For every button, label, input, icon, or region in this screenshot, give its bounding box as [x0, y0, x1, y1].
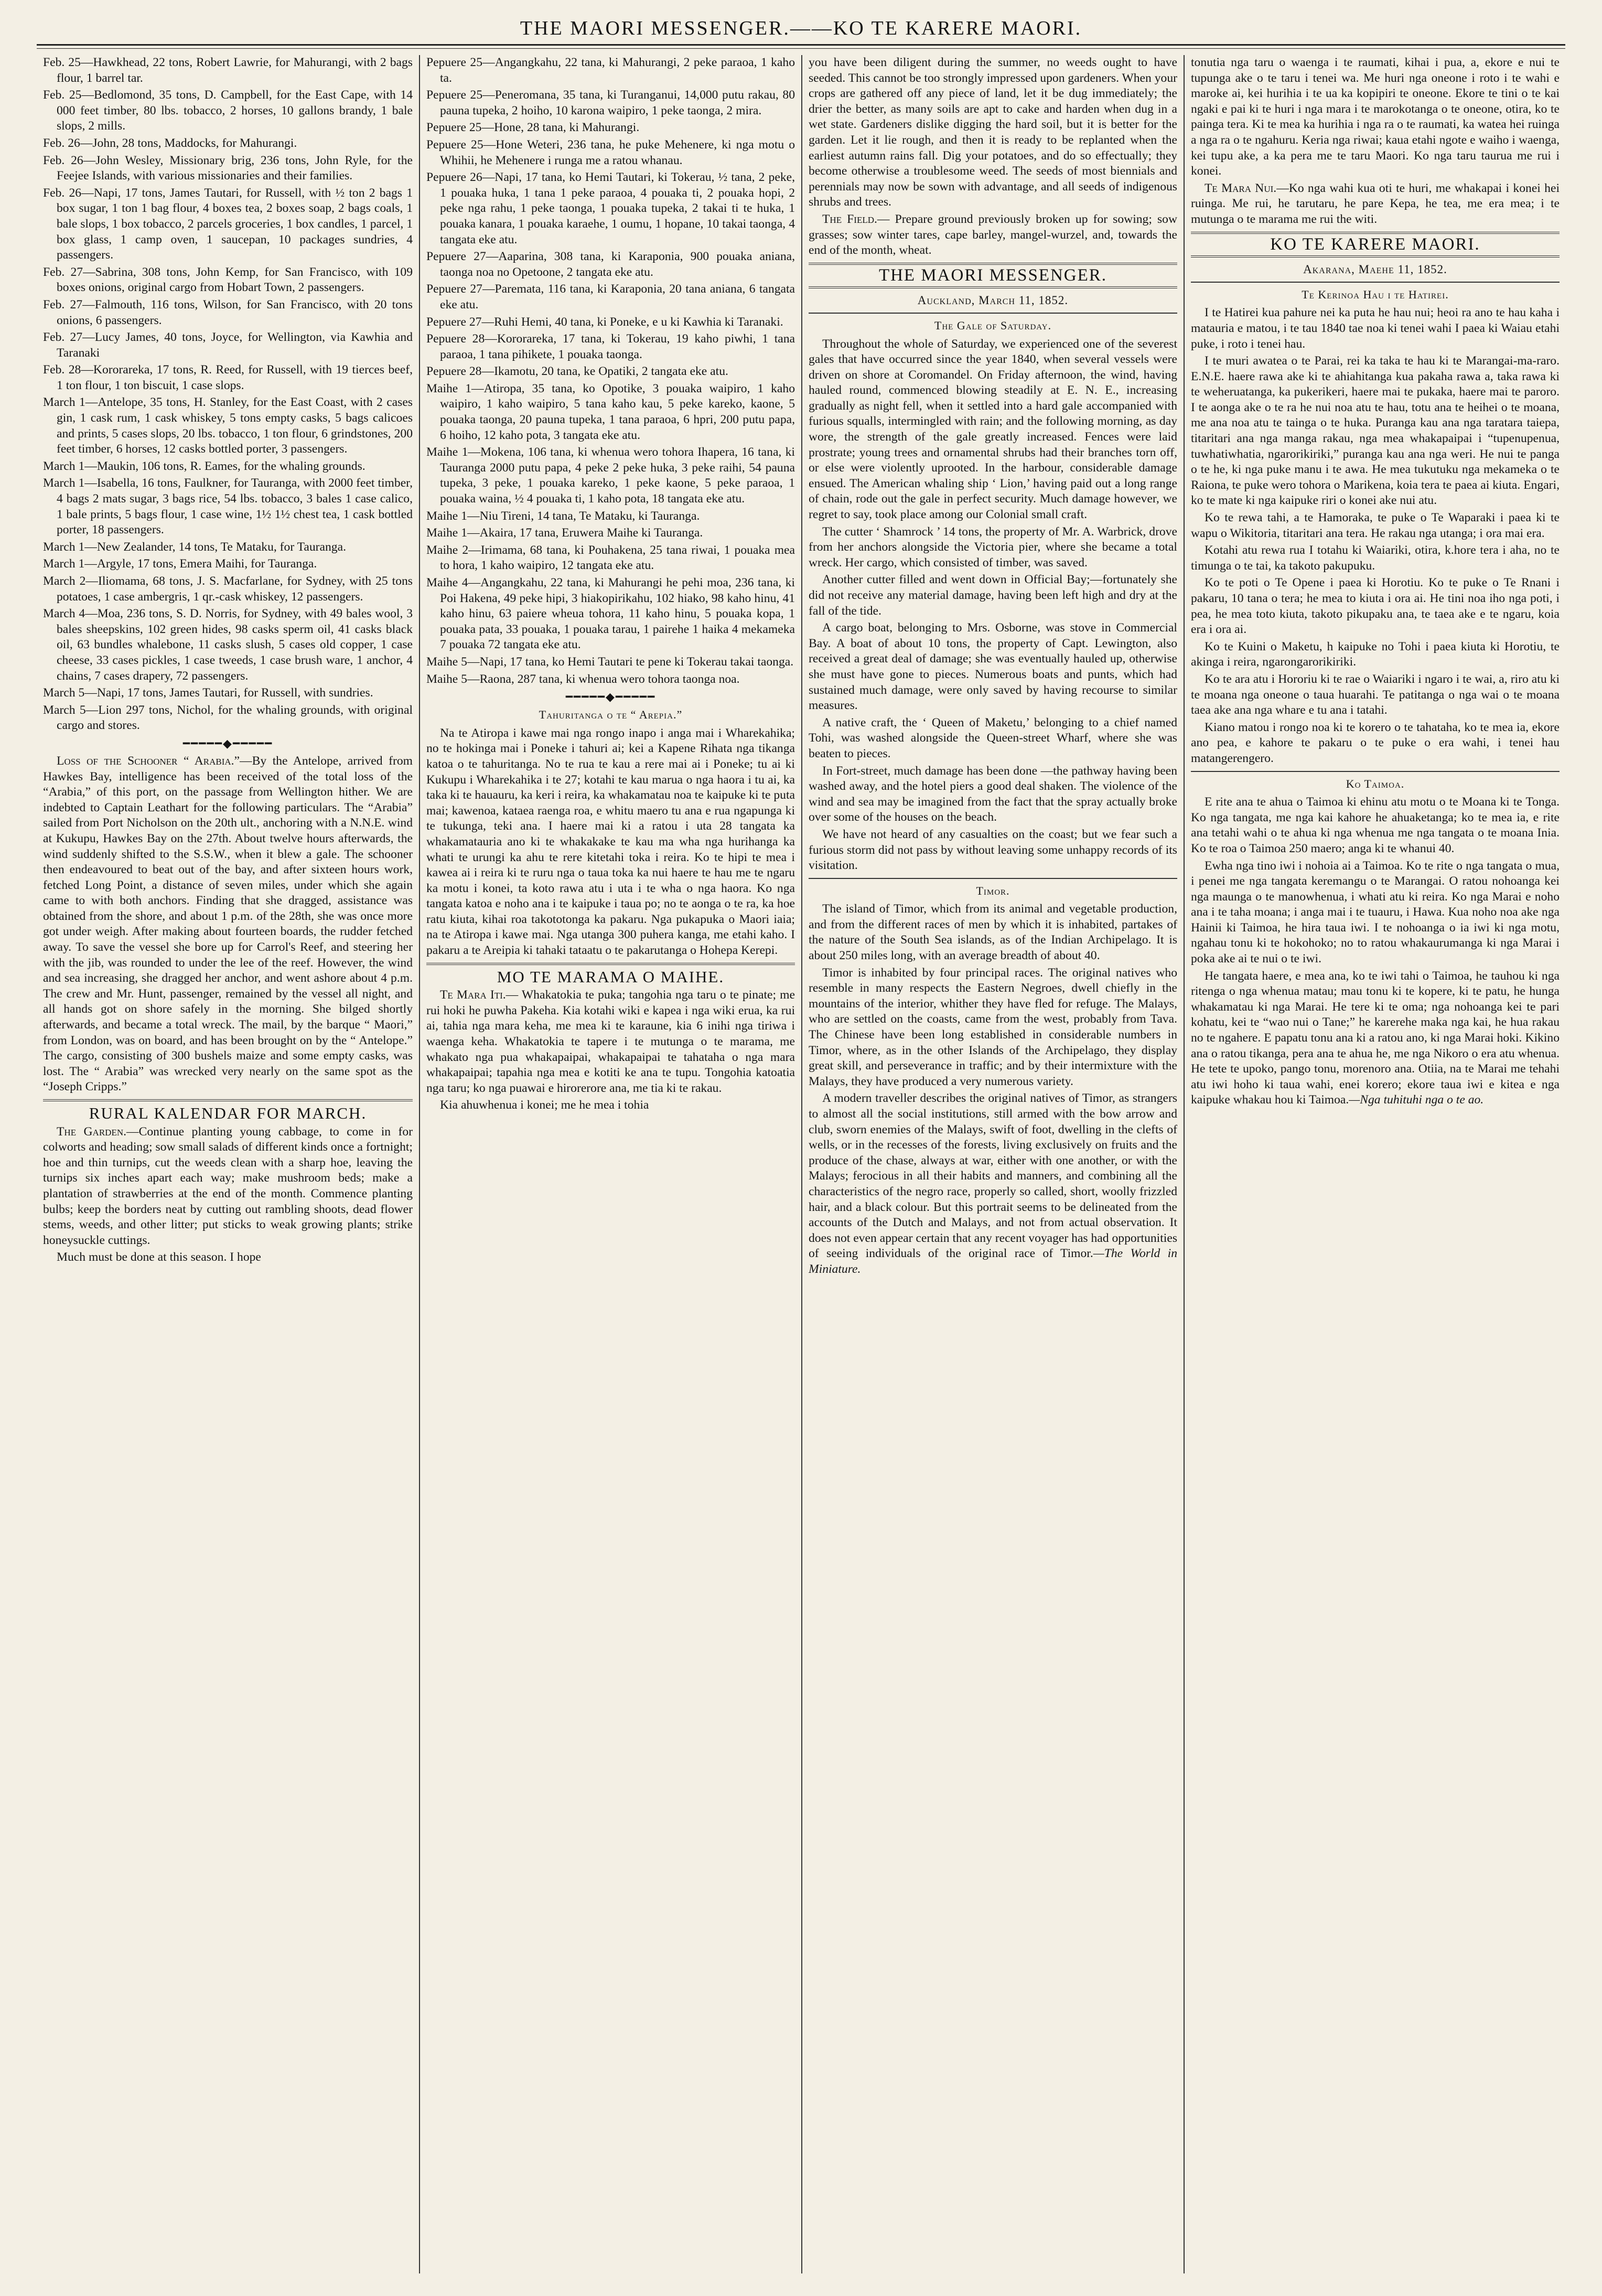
arabia-text: —By the Antelope, arrived from Hawkes Bay, intelligence has been received of the total loss of the “Arabia,” of this port, on the passage from Wellington hither. We are indebted to Captain Leathart for the following particulars. The “Arabia” sailed from Port Nicholson on the 20th ult., anchoring with a N.N.E. wind at Kukupu, Hawkes Bay on the 27th. About twelve hours afterwards, the wind suddenly shifted to the S.S.W., when it blew a gale. The schooner then endeavoured to beat out of the bay, and after sixteen hours work, fetched Long Point, a distance of seven miles, under which she again came to with both anchors. Finding that she dragged, assistance was obtained from the shore, and about 1 p.m. of the 28th, she was once more got under weigh. After making about fourteen boards, the rudder fetched away. To save the vessel she bore up for Carrol's Reef, and steering her with the jib, was rounded to under the lee of the reef. However, the wind and sea increasing, she dragged her anchor, and went ashore about 4 p.m. The crew and Mr. Hunt, passenger, remained by the vessel all night, and all hands got on shore safely in the morning. She bilged shortly afterwards, and became a total wreck. The mail, by the barque “ Maori,” from London, was on board, and has been brought on by the “ Antelope.” The cargo, consisting of 300 bushels maize and some empty casks, was lost. The “ Arabia” was wrecked very nearly on the same spot as the “Joseph Cripps.” — [43, 754, 413, 1094]
rule — [809, 313, 1177, 314]
gale-text-6: In Fort-street, much damage has been done —the pathway having been washed away, and the hotel piers a good deal shaken. The violence of the wind and sea may be imagined from the fact that the spray actually broke over some of the houses on the beach. — [809, 764, 1177, 824]
timor-credit: —The World in Miniature. — [809, 1247, 1178, 1276]
column-2 — [419, 55, 801, 2273]
gale-text-5: A native craft, the ‘ Queen of Maketu,’ belonging to a chief named Tohi, was washed alongside the Queen-street Wharf, where she was beaten to pieces. — [809, 715, 1177, 760]
gale-text-7: We have not heard of any casualties on the coast; but we fear such a furious storm did not pass by without leaving some unhappy records of its visitation. — [809, 827, 1177, 873]
dateline-maori: Akarana, Maehe 11, 1852. — [1303, 263, 1447, 276]
garden-text-2: Much must be done at this season. I hope — [57, 1250, 261, 1264]
columns — [37, 55, 1565, 2273]
timor-text: The island of Timor, which from its animal and vegetable production, and from the different races of men by which it is inhabited, partakes of the nature of the South Sea islands, as of the Indian Archipelago. It is about 250 miles long, with an average breadth of about 40. — [809, 902, 1177, 963]
timor-text-3-body: A modern traveller describes the original natives of Timor, as strangers to almost all the social institutions, still armed with the bow arrow and club, sworn enemies of the Malays, swift of foot, dwelling in the clefts of wells, or in the recesses of the forests, living exclusively on fruits and the produce of the chase, always at war, either with one another, or with the Malays; ferocious in all their habits and manners, and combining all the characteristics of the negro race, properly so called, short, woolly frizzled hair, and a black colour. But this portrait seems to be delineated from the accounts of the Dutch and Malays, and not from actual observation. It does not even appear certain that any recent voyager has had opportunities of seeing individuals of the original race of Timor. — [809, 1091, 1177, 1261]
taimoa-text: E rite ana te ahua o Taimoa ki ehinu atu motu o te Moana ki te Tonga. Ko nga tangata, me nga kai kahore he ahuaketanga; ko te mea ia, e rite ana tetahi wahi o te ahua ki nga whenua me nga tangata o te moana Inia. Ko te roa o Taimoa 250 maero; anga ki te whanui 40. — [1191, 795, 1560, 855]
kerinoa-title: Te Kerinoa Hau i te Hatirei. — [1302, 287, 1449, 301]
shipping-entry: Pepuere 27—Ruhi Hemi, 40 tana, ki Poneke, e u ki Kawhia ki Taranaki. — [426, 315, 783, 329]
paper-title-maori: KO TE KARERE MAORI. — [1191, 232, 1560, 258]
taimoa-text-2: Ewha nga tino iwi i nohoia ai a Taimoa. Ko te rite o nga tangata o mua, i penei me nga tangata keremangu o te Marangai. O ratou nohoanga kei nga maunga o te manowhenua, i whati atu ki reira. Ko nga Marai e noho ana i te taha moana; i anga mai i te tuauru, i Hawa. Kua noho noa ake nga Hainii ki Taimoa, he hira taua iwi. I te nohoanga o ia iwi ki nga motu, ngahau tonu ki te hokohoko; no to ratou whakaurumanga ki nga Marai i poka ake ai te nui o te iwi. — [1191, 859, 1560, 966]
shipping-entry: March 5—Napi, 17 tons, James Tautari, for Russell, with sundries. — [43, 686, 373, 700]
timor-text-2: Timor is inhabited by four principal races. The original natives who resemble in many respects the Eastern Negroes, dwell chiefly in the mountains of the interior, whither they have fled for refuge. The Malays, who are settled on the coasts, came from the west, probably from Tava. The Chinese have been long established in considerable numbers in Timor, where, as in the other Islands of the Archipelago, they display great skill, and perseverance in traffic; and by their intermixture with the Malays, they have produced a very numerous variety. — [809, 965, 1177, 1088]
shipping-entry: Feb. 25—Hawkhead, 22 tons, Robert Lawrie, for Mahurangi, with 2 bags flour, 1 barrel tar. — [43, 56, 413, 85]
rule — [809, 878, 1177, 879]
taimoa-credit: —Nga tuhituhi nga o te ao. — [1349, 1093, 1484, 1107]
garden-article — [43, 1124, 413, 1249]
shipping-entry: March 1—Isabella, 16 tons, Faulkner, for Tauranga, with 2000 feet timber, 4 bags 2 mats sugar, 3 bags rice, 54 lbs. tobacco, 3 bales 1 case calico, 1 bale prints, 5 bags flour, 1 case wine, 1½ 1½ chest tea, 1 cask bottled porter, 18 passengers. — [43, 476, 413, 537]
shipping-entry: Feb. 27—Sabrina, 308 tons, John Kemp, for San Francisco, with 109 boxes onions, original cargo from Hobart Town, 2 passengers. — [43, 265, 413, 295]
shipping-entry: Feb. 27—Lucy James, 40 tons, Joyce, for Wellington, via Kawhia and Taranaki — [43, 330, 413, 360]
section-rule — [43, 1099, 413, 1101]
field-lead: The Field. — [822, 212, 877, 226]
masthead: THE MAORI MESSENGER.——KO TE KARERE MAORI. — [520, 17, 1082, 39]
arabia-article — [43, 754, 413, 1095]
shipping-entry: Maihe 5—Raona, 287 tana, ki whenua wero tohora taonga noa. — [426, 672, 740, 686]
kerinoa-text-3: Ko te rewa tahi, a te Hamoraka, te puke o Te Waparaki i paea ki te wapu o Wikitoria, titaritari ana tera. He rakau nga utanga; i ora mai era. — [1191, 511, 1560, 540]
shipping-entry: Feb. 28—Kororareka, 17 tons, R. Reed, for Russell, with 19 tierces beef, 1 ton flour, 1 ton biscuit, 1 case slops. — [43, 363, 413, 392]
shipping-entry: Maihe 5—Napi, 17 tana, ko Hemi Tautari te pene ki Tokerau takai taonga. — [426, 655, 794, 669]
shipping-entry: March 2—Iliomama, 68 tons, J. S. Macfarlane, for Sydney, with 25 tons potatoes, 1 case ambergris, 1 qr.-cask whiskey, 12 passengers. — [43, 574, 413, 604]
shipping-entry: Pepuere 28—Ikamotu, 20 tana, ke Opatiki, 2 tangata eke atu. — [426, 364, 728, 379]
column-3 — [801, 55, 1184, 2273]
gale-text-3: Another cutter filled and went down in Official Bay;—fortunately she did not receive any material damage, having been left high and dry at the fall of the tide. — [809, 573, 1177, 618]
kerinoa-text-2: I te muri awatea o te Parai, rei ka taka te hau ki te Marangai-ma-raro. E.N.E. haere rawa ake ki te ahiahitanga kua pakaha rawa a, taka rawa ki te weheruatanga, ka pukerikeri, haere mai te pukaka, haere mai te paroro. I te aonga ake o te ra he nui noa atu te hau, totu ana te heihei o te moana, me ana noa atu te tainga o te huka. Puranga kau ana nga taratara taiepa, titaritari ana nga manga rakau, nga mea whakapaipai i “tupenupenua, tuwhatiwhatia, ngarorikiriki,” puranga kau ana nga weri. He nui te panga o te he, ki nga puke manu i te awa. He mea tukutuku nga mekameka o te Raiona, te puke wero tohora o Marikena, koia tera te paea ai kiuta. Engari, ko te mate ki nga kaipuke riri o konei ake nui atu. — [1191, 354, 1560, 508]
shipping-entry: Pepuere 27—Paremata, 116 tana, ki Karaponia, 20 tana aniana, 6 tangata eke atu. — [426, 282, 795, 312]
shipping-entry: Maihe 1—Atiropa, 35 tana, ko Opotike, 3 pouaka waipiro, 1 kaho waipiro, 1 kaho waipiro, 5 tana kaho kau, 5 peke kareko, kaone, 5 pouaka taonga, 20 pauna tupeka, 1 tana paraoa, 6 hpri, 200 putu papa, 6 hoiho, 12 kaho pota, 3 tangata eke atu. — [426, 381, 795, 442]
shipping-entry: Feb. 25—Bedlomond, 35 tons, D. Campbell, for the East Cape, with 14 000 feet timber, 80 lbs. tobacco, 2 horses, 10 gallons brandy, 1 bale slops, 2 mills. — [43, 88, 413, 133]
shipping-entry: Pepuere 25—Hone Weteri, 236 tana, he puke Mehenere, ki nga motu o Whihii, he Mehenere i runga me a ratou whanau. — [426, 137, 795, 167]
field-text: — Prepare ground previously broken up for sowing; sow grasses; sow winter tares, cape barley, mangel-wurzel, and, towards the end of the month, wheat. — [809, 212, 1177, 258]
masthead-rule — [37, 44, 1565, 49]
rural-kalendar-title: RURAL KALENDAR FOR MARCH. — [89, 1104, 367, 1122]
shipping-entry: Feb. 26—John Wesley, Missionary brig, 236 tons, John Ryle, for the Feejee Islands, with various missionaries and their families. — [43, 153, 413, 183]
kerinoa-text-5: Ko te poti o Te Opene i paea ki Horotiu. Ko te puke o Te Rnani i pakaru, 10 tana o tera; he mea to kiuta i ora ai. He tini noa iho nga poti, i pea, he mea toto kiuta, takoto pikupaku ana, te taea ake e te ngaru, koia era i ora ai. — [1191, 576, 1560, 637]
shipping-entry: Maihe 1—Akaira, 17 tana, Eruwera Maihe ki Tauranga. — [426, 526, 703, 540]
gale-text: Throughout the whole of Saturday, we experienced one of the severest gales that have occurred since the year 1840, when several vessels were driven on shore at Coromandel. On Friday afternoon, the wind, having hauled round, commenced blowing steadily at E. N. E., increasing gradually as night fell, when it settled into a hard gale accompanied with furious squalls, intermingled with rain; and the following morning, as day wore, the strength of the gale greatly increased. Fences were laid prostrate; young trees and ornamental shrubs had their branches torn off, or else were violently uprooted. In the harbour, considerable damage ensued. The American whaling ship ‘ Lion,’ having paid out a long range of chain, rode out the gale in perfect security. Much damage however, we regret to say, took place among our Colonial small craft. — [809, 337, 1177, 522]
garden-text: —Continue planting young cabbage, to come in for colworts and heading; sow small salads of different kinds once a fortnight; hoe and thin turnips, cut the weeds clean with a sharp hoe, leaving the turnips six inches apart each way; make mushroom beds; make a plantation of strawberries at the end of the month. Commence planting bulbs; keep the borders neat by cutting out rambling shoots, dead flower stems, weeds, and other litter; put sticks to weak growing plants; strike honeysuckle cuttings. — [43, 1124, 413, 1247]
shipping-entry: March 1—New Zealander, 14 tons, Te Mataku, for Tauranga. — [43, 540, 346, 554]
column-4 — [1184, 55, 1566, 2273]
kerinoa-text: I te Hatirei kua pahure nei ka puta he hau nui; heoi ra ano te hau kaha i matauria e matou, i te tau 1840 tae noa ki tenei wahi I paea ki Waiau etahi puke, i roto i tenei hau. — [1191, 306, 1560, 351]
shipping-entry: Maihe 1—Mokena, 106 tana, ki whenua wero tohora Ihapera, 16 tana, ki Tauranga 2000 putu papa, 4 peke 2 peke huka, 3 peke raihi, 54 pauna tupeka, 3 peke, 1 pouaka kareko, 1 peke kaone, 5 peke paraoa, 1 pouaka waina, ½ 4 pouaka ti, 1 kaho pota, 18 tangata eke atu. — [426, 445, 795, 506]
tahuritanga-text: Na te Atiropa i kawe mai nga rongo inapo i anga mai i Wharekahika; no te hokinga mai i Poneke i tahuri ai; kei a Kapene Rihata nga tikanga katoa o te tahuritanga. No te rua te kau a rere mai ai i Poneke; tu ai ki Kukupu i Wharekahika i te 27; kotahi te kau marua o nga haora i tu ai, ka taka ki te hauauru, ka keri i reira, ka whakamatau noa te kaipuke ki te puta mai; kawenoa, kataea raenga roa, e whitu maero tu ana e rua ngapunga ki te tukunga, teki ana. I haere mai ki a ratou i uta 28 tangata ka whakamatauria ano ki te whakakake te kau ma wha nga hurihanga ka whati te urungi ka ahu te rere kitetahi toka i reira. Ko te hipi te mea i kawea ai i reira ki te ruru nga o taua toka ka nui haere te hau me te ngaru ka motu i konei, ta koto rawa atu i uta i te wha o nga haora. Ko nga tangata katoa e noho ana i te kaipuke i taua po; no te aonga o te ra, ka hoe ratu kiuta, kihai roa takototonga ka pakaru. Nga pukapuka o Maori iaia; na te Atiropa i kawe mai. Nga utanga 300 puhera kanga, me etahi kaho. I pakaru a te Areipia ki tahaki tataatu o te pakarutanga o Hohepa Kerepi. — [426, 726, 795, 958]
rule — [1191, 771, 1560, 772]
marama-maihe-title: MO TE MARAMA O MAIHE. — [497, 967, 725, 986]
column-1 — [37, 55, 419, 2273]
shipping-entry: Pepuere 25—Angangkahu, 22 tana, ki Mahurangi, 2 peke paraoa, 1 kaho ta. — [426, 56, 795, 85]
kerinoa-text-8: Kiano matou i rongo noa ki te korero o te tahataha, ko te mea ia, ekore ano pea, e kahore te pakaru o te puke o era wahi, i tenei hau matangerengero. — [1191, 720, 1560, 765]
garden-lead: The Garden. — [57, 1124, 127, 1139]
mara-iti-lead: Te Mara Iti. — [440, 988, 506, 1002]
shipping-entry: March 5—Lion 297 tons, Nichol, for the whaling grounds, with original cargo and stores. — [43, 703, 413, 733]
field-article — [809, 212, 1177, 259]
shipping-entry: March 1—Maukin, 106 tons, R. Eames, for the whaling grounds. — [43, 459, 365, 473]
shipping-list-maori — [426, 55, 795, 687]
timor-text-3 — [809, 1091, 1177, 1277]
mara-iti-text-2: Kia ahuwhenua i konei; me he mea i tohia — [440, 1098, 649, 1112]
shipping-entry: Maihe 2—Irimama, 68 tana, ki Pouhakena, 25 tana riwai, 1 pouaka mea to hora, 1 kaho waipiro, 12 tangata eke atu. — [426, 543, 795, 573]
mara-iti-article — [426, 988, 795, 1096]
kerinoa-text-7: Ko te ara atu i Hororiu ki te rae o Waiariki i ngaro i te wai, a, riro atu ki te moana nga oneone o taua huarahi. Te patitanga o nga wai o te moana taea ake ana nga whare e tu ana i tatahi. — [1191, 672, 1560, 717]
taimoa-title: Ko Taimoa. — [1346, 777, 1405, 790]
shipping-entry: Pepuere 26—Napi, 17 tana, ko Hemi Tautari, ki Tokerau, ½ tana, 2 peke, 1 pouaka huka, 1 tana 1 peke paraoa, 4 pouaka ti, 2 pouaka hopi, 2 peke nga rahu, 1 peke taonga, 1 pouaka tupeka, 2 takai ti te huka, 1 pouaka kanara, 1 pouaka karaehe, 1 oumu, 1 hopane, 10 takai taonga, 4 tangata eke atu. — [426, 170, 795, 246]
mara-continued: tonutia nga taru o waenga i te raumati, kihai i pua, a, ekore e nui te tupunga ake o te taru i tenei wa. Me huri nga oneone i roto i te wahi e maroke ai, kei hurihia i te ua ka kopipiri te oneone. Ekore te tini o te kai ngaki e pai ki te huri i nga mara i te marokotanga o te oneone, otira, ko te painga tera. Ki te mea ka hurihia i nga ra o te raumati, ka watea hei ruinga a nga ra o te ngahuru. Keria nga riwai; kaua etahi ngote e waiho i waenga, kei tupu ake, a ka pera me te taru Maori. Ko nga taru taurua me rui i konei. — [1191, 56, 1560, 178]
shipping-entry: Pepuere 25—Peneromana, 35 tana, ki Turanganui, 14,000 putu rakau, 80 pauna tupeka, 2 hoiho, 10 karona waipiro, 1 peke taonga, 2 mira. — [426, 88, 795, 117]
arabia-lead: Loss of the Schooner “ Arabia.” — [57, 754, 240, 768]
shipping-entry: March 1—Argyle, 17 tons, Emera Maihi, for Tauranga. — [43, 557, 317, 571]
mara-iti-text: — Whakatokia te puka; tangohia nga taru o te pinate; me rui hoki he puwha Pakeha. Kia kotahi wiki e kapea i nga wiki erua, ka rui ai, tahia nga mara keha, me mea ki te karaune, kia 6 inihi nga tiriwa i waenga keha. Whakatokia te tapere i te mutunga o te marama, me whakato nga pua whakapaipai, whakapaipai te tahataha o nga mara whakapaipai; tapahia nga mea e kotiti ke ana te tupu. Tongohia katoatia nga taru; ko nga puawai e hirorerore ana, me tia ki te rakau. — [426, 988, 795, 1095]
shipping-entry: Pepuere 27—Aaparina, 308 tana, ki Karaponia, 900 pouaka aniana, taonga noa no Opetoone, 2 tangata eke atu. — [426, 250, 795, 279]
rule — [1191, 282, 1560, 283]
tahuritanga-title: Tahuritanga o te “ Arepia.” — [539, 708, 683, 722]
shipping-entry: Feb. 26—Napi, 17 tons, James Tautari, for Russell, with ½ ton 2 bags 1 box sugar, 1 ton 1 bag flour, 4 boxes tea, 2 boxes soap, 2 bags coals, 1 bale slops, 1 box tobacco, 2 parcels groceries, 1 box candles, 1 parcel, 1 box glass, 1 camp oven, 1 saucepan, 10 packages sundries, 4 passengers. — [43, 186, 413, 262]
garden-continued: you have been diligent during the summer, no weeds ought to have seeded. This cannot be too strongly impressed upon gardeners. When your crops are gathered off any piece of land, let it be dug immediately; the drier the better, as many soils are apt to cake and harden when dug in a wet state. Gardeners dislike digging the hard soil, but it is better for the garden. Let it lie rough, and then it is ready to be replanted when the earliest autumn rains fall. Dig your potatoes, and do so effectually; they become otherwise a troublesome weed. The seeds of most biennials and perennials may now be sown with advantage, and all seeds of indigenous shrubs and trees. — [809, 56, 1177, 209]
kerinoa-text-6: Ko te Kuini o Maketu, h kaipuke no Tohi i paea kiuta ki Horotiu, te akinga i reira, ngarongarorikiriki. — [1191, 639, 1560, 669]
shipping-entry: March 4—Moa, 236 tons, S. D. Norris, for Sydney, with 49 bales wool, 3 bales sheepskins, 102 green hides, 98 casks sperm oil, 41 casks black oil, 63 bundles whalebone, 11 casks slush, 5 cases old copper, 1 case cheese, 33 cases pickles, 1 case tweeds, 1 case brush ware, 1 anchor, 4 chains, 7 cases drapery, 72 passengers. — [43, 607, 413, 683]
shipping-entry: Feb. 27—Falmouth, 116 tons, Wilson, for San Francisco, with 20 tons onions, 6 passengers. — [43, 297, 413, 327]
shipping-entry: March 1—Antelope, 35 tons, H. Stanley, for the East Coast, with 2 cases gin, 1 cask rum, 1 cask whiskey, 5 tons empty casks, 5 bags calicoes and prints, 5 cases slops, 20 lbs. tobacco, 1 ton flour, 6 grindstones, 200 feet timber, 6 horses, 12 casks bottled porter, 3 passengers. — [43, 395, 413, 456]
shipping-entry: Pepuere 25—Hone, 28 tana, ki Mahurangi. — [426, 121, 640, 135]
mara-nui-lead: Te Mara Nui. — [1205, 181, 1277, 195]
ornament-divider: ━━━━━◆━━━━━ — [565, 690, 656, 704]
taimoa-text-3-body: He tangata haere, e mea ana, ko te iwi tahi o Taimoa, he tauhou ki nga ritenga o nga whenua matau; mau tonu ki te kopere, ki te patu, he hunga whakamatau ki nga Marai. He tere ki te oma; nga nohoanga kei te pari kohatu, kei te “wao nui o Tane;” he karerehe maka nga kai, he hua rakau no te ngahere. E papatu tonu ana ki a ratou ano, ki nga Marai hoki. Kikino ana o ratou tikanga, pera ana te ahua he, me nga Nikoro o era atu whenua. He tete te upoko, pango tonu, morenoro ana. Otiia, na te Marai me tehahi atu iwi hoho ki taua wahi, enei korero; ekore taua iwi e kitea e nga kaipuke whakau hou ki Taimoa. — [1191, 969, 1560, 1107]
ornament-divider: ━━━━━◆━━━━━ — [182, 736, 273, 750]
timor-title: Timor. — [976, 884, 1010, 897]
taimoa-text-3 — [1191, 969, 1560, 1108]
shipping-list-english — [43, 55, 413, 734]
gale-title: The Gale of Saturday. — [934, 318, 1052, 332]
shipping-entry: Feb. 26—John, 28 tons, Maddocks, for Mahurangi. — [43, 136, 297, 150]
gale-text-2: The cutter ‘ Shamrock ’ 14 tons, the property of Mr. A. Warbrick, drove from her anchors alongside the Victoria pier, where she became a total wreck. Her cargo, which consisted of timber, was saved. — [809, 524, 1177, 570]
mara-nui-article — [1191, 181, 1560, 228]
gale-text-4: A cargo boat, belonging to Mrs. Osborne, was stove in Commercial Bay. A boat of about 10 tons, the property of Capt. Lewington, also received a great deal of damage; she was eventually hauled up, otherwise she must have gone to pieces. Numerous boats and punts, which had sustained much damage, were only saved by having recourse to similar measures. — [809, 621, 1177, 713]
shipping-entry: Maihe 4—Angangkahu, 22 tana, ki Mahurangi he pehi moa, 236 tana, ki Poi Hakena, 49 peke hipi, 3 hiakopirikahu, 102 hiako, 98 kaho hinu, 41 kaho hinu, 63 paiere wheua tohora, 11 kaho hinu, 5 pouaka kopa, 1 pouaka pata, 33 pouaka, 1 pouaka tarau, 1 pairehe 1 haika 4 mekameka 7 pouaka 72 tangata eke atu. — [426, 576, 795, 652]
shipping-entry: Maihe 1—Niu Tireni, 14 tana, Te Mataku, ki Tauranga. — [426, 509, 700, 523]
kerinoa-text-4: Kotahi atu rewa rua I totahu ki Waiariki, otira, k.hore tera i aha, no te timunga o te tai, ka takoto pakupuku. — [1191, 543, 1560, 573]
section-rule — [426, 963, 795, 965]
paper-title-english: THE MAORI MESSENGER. — [809, 263, 1177, 289]
mara-nui-text: —Ko nga wahi kua oti te huri, me whakapai i konei hei ruinga. Me rui, he tarutaru, he pare Kepa, he tea, me era mea; i te mutunga o te marama me rui the witi. — [1191, 181, 1560, 226]
dateline-english: Auckland, March 11, 1852. — [917, 294, 1069, 307]
shipping-entry: Pepuere 28—Kororareka, 17 tana, ki Tokerau, 19 kaho piwhi, 1 tana paraoa, 1 tana pihikete, 1 pouaka taonga. — [426, 332, 795, 361]
